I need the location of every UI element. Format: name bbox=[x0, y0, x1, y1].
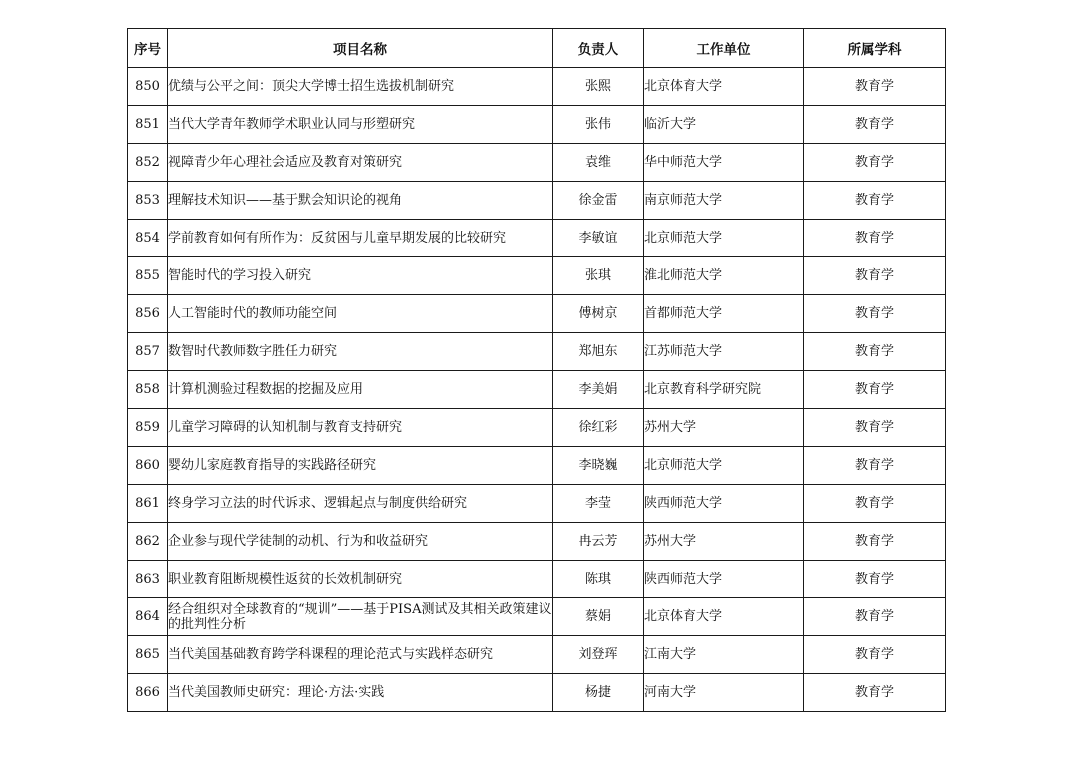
cell-project-name: 理解技术知识——基于默会知识论的视角 bbox=[168, 181, 553, 219]
cell-person: 李莹 bbox=[553, 484, 644, 522]
table-row bbox=[128, 105, 946, 143]
table-row bbox=[128, 181, 946, 219]
cell-organization: 苏州大学 bbox=[644, 409, 804, 447]
table-row bbox=[128, 446, 946, 484]
cell-no: 856 bbox=[128, 295, 168, 333]
cell-project-name: 企业参与现代学徒制的动机、行为和收益研究 bbox=[168, 522, 553, 560]
cell-no: 854 bbox=[128, 219, 168, 257]
cell-person: 冉云芳 bbox=[553, 522, 644, 560]
cell-person: 徐金雷 bbox=[553, 181, 644, 219]
cell-person: 张熙 bbox=[553, 68, 644, 106]
cell-no: 866 bbox=[128, 674, 168, 712]
table-row bbox=[128, 257, 946, 295]
cell-subject: 教育学 bbox=[804, 105, 946, 143]
header-subject: 所属学科 bbox=[804, 29, 946, 68]
cell-organization: 江南大学 bbox=[644, 636, 804, 674]
cell-organization: 河南大学 bbox=[644, 674, 804, 712]
cell-organization: 北京体育大学 bbox=[644, 68, 804, 106]
cell-no: 853 bbox=[128, 181, 168, 219]
header-project-name: 项目名称 bbox=[168, 29, 553, 68]
cell-organization: 华中师范大学 bbox=[644, 143, 804, 181]
cell-subject: 教育学 bbox=[804, 371, 946, 409]
table-row bbox=[128, 143, 946, 181]
table-row bbox=[128, 409, 946, 447]
cell-person: 杨捷 bbox=[553, 674, 644, 712]
cell-person: 刘登珲 bbox=[553, 636, 644, 674]
cell-person: 徐红彩 bbox=[553, 409, 644, 447]
cell-project-name: 视障青少年心理社会适应及教育对策研究 bbox=[168, 143, 553, 181]
cell-organization: 北京师范大学 bbox=[644, 219, 804, 257]
cell-subject: 教育学 bbox=[804, 560, 946, 598]
table-row bbox=[128, 68, 946, 106]
cell-organization: 临沂大学 bbox=[644, 105, 804, 143]
cell-subject: 教育学 bbox=[804, 219, 946, 257]
cell-person: 郑旭东 bbox=[553, 333, 644, 371]
cell-organization: 淮北师范大学 bbox=[644, 257, 804, 295]
cell-organization: 北京教育科学研究院 bbox=[644, 371, 804, 409]
cell-no: 859 bbox=[128, 409, 168, 447]
header-person: 负责人 bbox=[553, 29, 644, 68]
cell-person: 李敏谊 bbox=[553, 219, 644, 257]
cell-subject: 教育学 bbox=[804, 446, 946, 484]
cell-project-name: 职业教育阻断规模性返贫的长效机制研究 bbox=[168, 560, 553, 598]
cell-no: 857 bbox=[128, 333, 168, 371]
cell-subject: 教育学 bbox=[804, 598, 946, 636]
cell-project-name: 学前教育如何有所作为：反贫困与儿童早期发展的比较研究 bbox=[168, 219, 553, 257]
cell-project-name: 婴幼儿家庭教育指导的实践路径研究 bbox=[168, 446, 553, 484]
cell-no: 865 bbox=[128, 636, 168, 674]
cell-project-name: 当代大学青年教师学术职业认同与形塑研究 bbox=[168, 105, 553, 143]
cell-person: 蔡娟 bbox=[553, 598, 644, 636]
table-row bbox=[128, 219, 946, 257]
cell-subject: 教育学 bbox=[804, 674, 946, 712]
cell-subject: 教育学 bbox=[804, 522, 946, 560]
table-row bbox=[128, 333, 946, 371]
cell-no: 852 bbox=[128, 143, 168, 181]
table-header bbox=[128, 29, 946, 68]
table-body bbox=[128, 68, 946, 712]
cell-project-name: 计算机测验过程数据的挖掘及应用 bbox=[168, 371, 553, 409]
cell-subject: 教育学 bbox=[804, 484, 946, 522]
cell-no: 851 bbox=[128, 105, 168, 143]
cell-person: 傅树京 bbox=[553, 295, 644, 333]
cell-organization: 苏州大学 bbox=[644, 522, 804, 560]
cell-no: 858 bbox=[128, 371, 168, 409]
cell-person: 张伟 bbox=[553, 105, 644, 143]
project-table bbox=[127, 28, 946, 712]
cell-no: 860 bbox=[128, 446, 168, 484]
cell-subject: 教育学 bbox=[804, 68, 946, 106]
cell-subject: 教育学 bbox=[804, 257, 946, 295]
cell-organization: 南京师范大学 bbox=[644, 181, 804, 219]
cell-no: 850 bbox=[128, 68, 168, 106]
cell-person: 陈琪 bbox=[553, 560, 644, 598]
table-row bbox=[128, 371, 946, 409]
cell-subject: 教育学 bbox=[804, 333, 946, 371]
table-row bbox=[128, 674, 946, 712]
cell-person: 张琪 bbox=[553, 257, 644, 295]
cell-no: 864 bbox=[128, 598, 168, 636]
cell-project-name: 当代美国教师史研究：理论·方法·实践 bbox=[168, 674, 553, 712]
cell-organization: 北京师范大学 bbox=[644, 446, 804, 484]
cell-organization: 首都师范大学 bbox=[644, 295, 804, 333]
table-row bbox=[128, 560, 946, 598]
cell-person: 李美娟 bbox=[553, 371, 644, 409]
cell-subject: 教育学 bbox=[804, 181, 946, 219]
cell-no: 855 bbox=[128, 257, 168, 295]
table-row bbox=[128, 484, 946, 522]
header-no: 序号 bbox=[128, 29, 168, 68]
table-row bbox=[128, 598, 946, 636]
cell-no: 862 bbox=[128, 522, 168, 560]
cell-subject: 教育学 bbox=[804, 636, 946, 674]
cell-project-name: 智能时代的学习投入研究 bbox=[168, 257, 553, 295]
cell-subject: 教育学 bbox=[804, 295, 946, 333]
header-row bbox=[128, 29, 946, 68]
cell-organization: 陕西师范大学 bbox=[644, 560, 804, 598]
cell-organization: 陕西师范大学 bbox=[644, 484, 804, 522]
cell-person: 李晓巍 bbox=[553, 446, 644, 484]
cell-project-name: 终身学习立法的时代诉求、逻辑起点与制度供给研究 bbox=[168, 484, 553, 522]
cell-project-name: 儿童学习障碍的认知机制与教育支持研究 bbox=[168, 409, 553, 447]
cell-project-name: 经合组织对全球教育的“规训”——基于PISA测试及其相关政策建议的批判性分析 bbox=[168, 598, 553, 636]
cell-project-name: 数智时代教师数字胜任力研究 bbox=[168, 333, 553, 371]
cell-organization: 北京体育大学 bbox=[644, 598, 804, 636]
cell-no: 861 bbox=[128, 484, 168, 522]
cell-project-name: 人工智能时代的教师功能空间 bbox=[168, 295, 553, 333]
cell-person: 袁维 bbox=[553, 143, 644, 181]
table-row bbox=[128, 295, 946, 333]
header-organization: 工作单位 bbox=[644, 29, 804, 68]
table-row bbox=[128, 636, 946, 674]
cell-organization: 江苏师范大学 bbox=[644, 333, 804, 371]
cell-subject: 教育学 bbox=[804, 409, 946, 447]
cell-project-name: 当代美国基础教育跨学科课程的理论范式与实践样态研究 bbox=[168, 636, 553, 674]
cell-no: 863 bbox=[128, 560, 168, 598]
table-row bbox=[128, 522, 946, 560]
cell-project-name: 优绩与公平之间：顶尖大学博士招生选拔机制研究 bbox=[168, 68, 553, 106]
cell-subject: 教育学 bbox=[804, 143, 946, 181]
